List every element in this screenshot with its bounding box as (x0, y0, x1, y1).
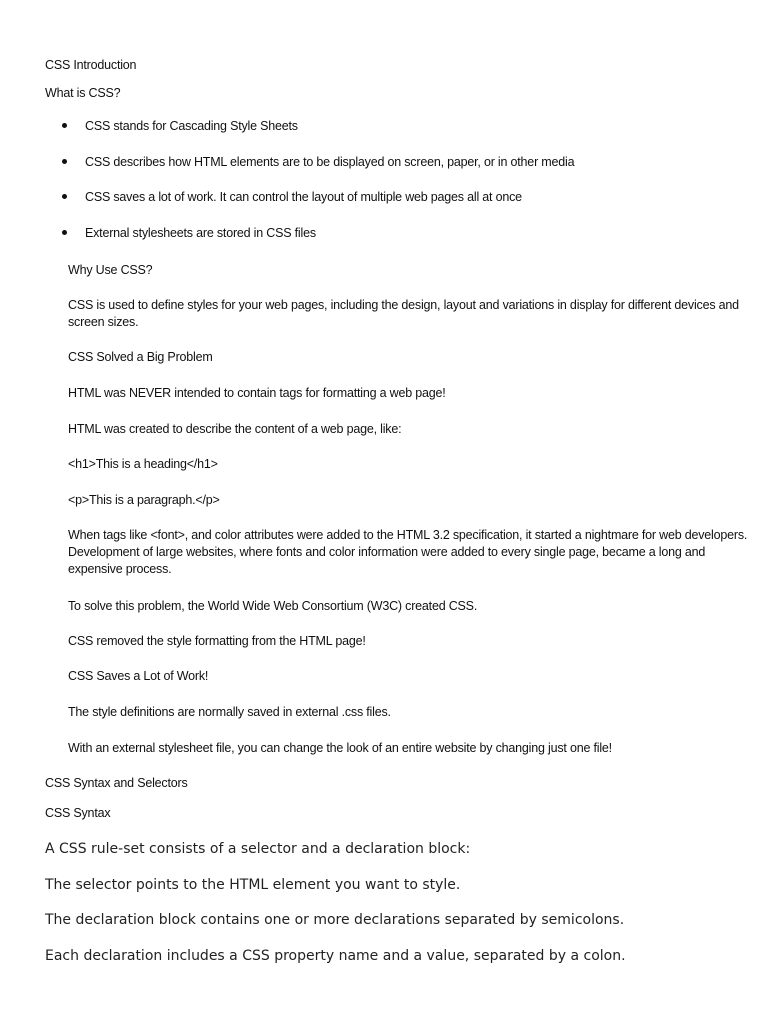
saves-paragraph-2: With an external stylesheet file, you can change the look of an entire website by changing just one file! (68, 741, 612, 755)
bullet-icon (62, 159, 67, 164)
doc-title: CSS Introduction (45, 58, 137, 72)
bullet-icon (62, 123, 67, 128)
syntax-heading: CSS Syntax (45, 806, 111, 820)
why-paragraph: CSS is used to define styles for your web pages, including the design, layout and variations in display for different devices and screen sizes. (68, 298, 739, 329)
problem-paragraph-1: HTML was NEVER intended to contain tags for formatting a web page! (68, 386, 446, 400)
problem-heading: CSS Solved a Big Problem (68, 350, 213, 364)
list-item: CSS saves a lot of work. It can control the layout of multiple web pages all at once (62, 189, 522, 206)
syntax-line-3: The declaration block contains one or more declarations separated by semicolons. (45, 912, 625, 928)
bullet-icon (62, 194, 67, 199)
problem-paragraph-2: HTML was created to describe the content of a web page, like: (68, 422, 402, 436)
saves-heading: CSS Saves a Lot of Work! (68, 669, 209, 683)
syntax-line-4: Each declaration includes a CSS property name and a value, separated by a colon. (45, 948, 626, 964)
saves-paragraph-1: The style definitions are normally saved in external .css files. (68, 705, 391, 719)
syntax-line-2: The selector points to the HTML element you want to style. (45, 877, 461, 893)
bullet-icon (62, 230, 67, 235)
code-example-heading: <h1>This is a heading</h1> (68, 457, 218, 471)
problem-paragraph-3: When tags like <font>, and color attributes were added to the HTML 3.2 specification, it started a nightmare for web developers. Development of large websites, where fonts and color information were added to every single page, became a long and expensive process. (68, 528, 748, 576)
problem-paragraph-4: To solve this problem, the World Wide Web Consortium (W3C) created CSS. (68, 599, 478, 613)
problem-paragraph-5: CSS removed the style formatting from the HTML page! (68, 634, 366, 648)
list-item: CSS describes how HTML elements are to be displayed on screen, paper, or in other media (62, 154, 574, 171)
section-title: CSS Syntax and Selectors (45, 776, 188, 790)
why-heading: Why Use CSS? (68, 263, 153, 277)
code-example-paragraph: <p>This is a paragraph.</p> (68, 493, 220, 507)
what-is-heading: What is CSS? (45, 86, 121, 100)
syntax-line-1: A CSS rule-set consists of a selector and a declaration block: (45, 841, 471, 857)
list-item: External stylesheets are stored in CSS files (62, 225, 316, 242)
list-item: CSS stands for Cascading Style Sheets (62, 118, 298, 135)
